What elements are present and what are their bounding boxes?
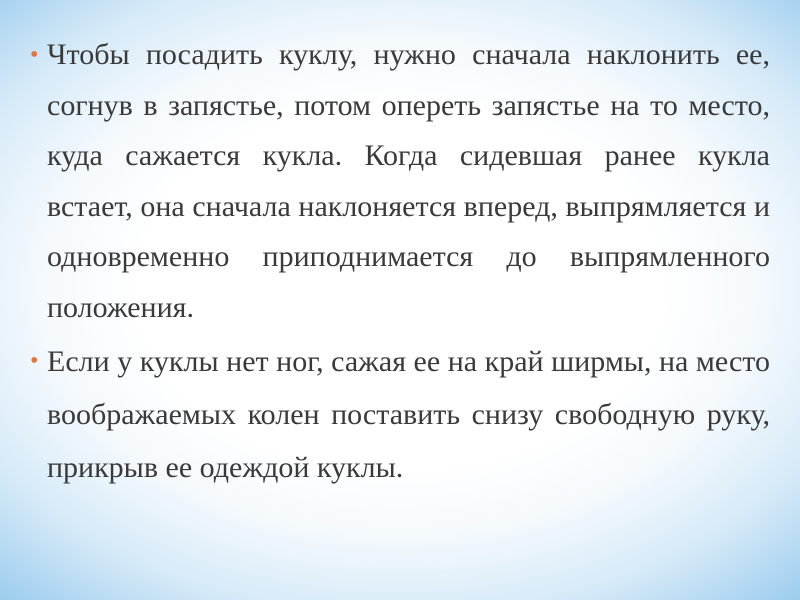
bullet-text: Если у куклы нет ног, сажая ее на край ширмы, на место воображаемых колен поставить снизу свободную руку, прикрыв ее одеждой куклы. (47, 345, 770, 484)
bullet-marker-icon: • (30, 348, 39, 374)
bullet-item (30, 335, 770, 494)
bullet-marker-icon: • (30, 42, 39, 68)
slide-content (30, 30, 770, 494)
bullet-text: Чтобы посадить куклу, нужно сначала наклонить ее, согнув в запястье, потом опереть запястье на то место, куда сажается кукла. Когда сидевшая ранее кукла встает, она сначала наклоняется вперед, выпрямляется и одновременно приподнимается до выпрямленного положения. (47, 38, 770, 324)
bullet-item (30, 30, 770, 333)
